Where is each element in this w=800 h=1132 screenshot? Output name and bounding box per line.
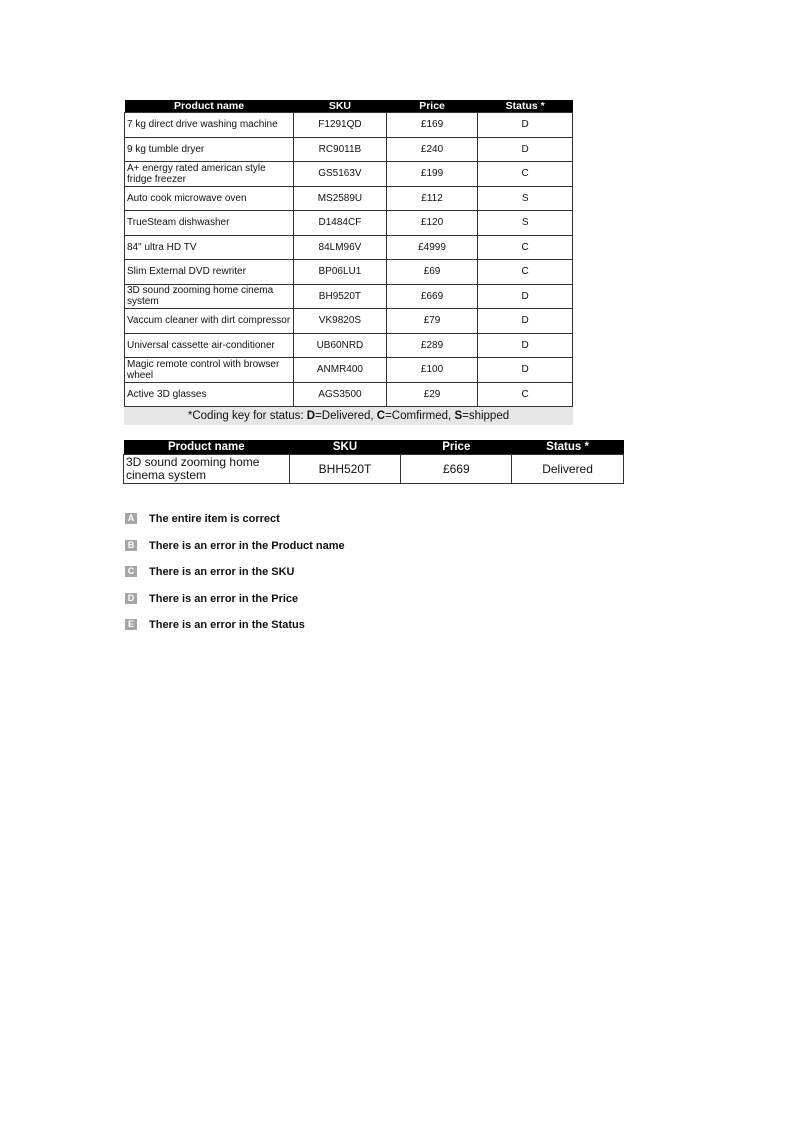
price-cell: £29 [386,382,478,407]
table-row [125,235,573,260]
sku-cell: D1484CF [294,211,387,236]
status-cell: D [478,358,573,383]
coding-key-s-letter: S [454,410,463,422]
table-row [125,358,573,383]
detail-header-status: Status * [512,440,624,455]
status-cell: C [478,382,573,407]
header-price: Price [386,100,478,113]
option-label: There is an error in the SKU [149,566,295,578]
answer-option-a[interactable] [125,513,525,540]
product-name-cell: 7 kg direct drive washing machine [125,113,294,138]
product-name-cell: Magic remote control with browser wheel [125,358,294,383]
sku-cell: ANMR400 [294,358,387,383]
price-cell: £100 [386,358,478,383]
sku-cell: BP06LU1 [294,260,387,285]
answer-option-c[interactable] [125,566,525,593]
sku-cell: 84LM96V [294,235,387,260]
status-cell: C [478,260,573,285]
header-product-name: Product name [125,100,294,113]
sku-cell: MS2589U [294,186,387,211]
option-label: The entire item is correct [149,513,280,525]
status-cell: D [478,284,573,309]
sku-cell: RC9011B [294,137,387,162]
detail-header-row [124,440,624,455]
table-row [125,113,573,138]
coding-key-c-text: =Comfirmed, [385,410,455,422]
status-cell: S [478,186,573,211]
status-cell: C [478,235,573,260]
product-name-cell: TrueSteam dishwasher [125,211,294,236]
status-cell: D [478,137,573,162]
product-list-body [125,113,573,407]
price-cell: £112 [386,186,478,211]
detail-sku: BHH520T [289,455,401,484]
price-cell: £669 [386,284,478,309]
status-cell: D [478,333,573,358]
product-name-cell: Auto cook microwave oven [125,186,294,211]
product-name-cell: 84" ultra HD TV [125,235,294,260]
option-letter-box[interactable]: C [125,566,137,577]
detail-header-product-name: Product name [124,440,290,455]
coding-key-d-letter: D [306,410,316,422]
table-row [125,186,573,211]
sku-cell: F1291QD [294,113,387,138]
detail-row [124,455,624,484]
status-cell: C [478,162,573,187]
table-row [125,309,573,334]
option-label: There is an error in the Price [149,592,299,605]
product-name-cell: Active 3D glasses [125,382,294,407]
price-cell: £169 [386,113,478,138]
status-coding-key [124,407,573,423]
sku-cell: BH9520T [294,284,387,309]
detail-header-price: Price [401,440,512,455]
price-cell: £79 [386,309,478,334]
item-to-check-panel [123,440,624,484]
sku-cell: AGS3500 [294,382,387,407]
price-cell: £69 [386,260,478,285]
product-name-cell: A+ energy rated american style fridge freezer [125,162,294,187]
header-status: Status * [478,100,573,113]
item-to-check-table [123,440,624,484]
product-list-table [124,100,573,407]
table-row [125,211,573,236]
option-label: There is an error in the Status [149,619,305,631]
status-cell: D [478,113,573,138]
price-cell: £120 [386,211,478,236]
coding-key-c-letter: C [376,410,386,422]
sku-cell: UB60NRD [294,333,387,358]
status-cell: D [478,309,573,334]
table-row [125,333,573,358]
detail-status: Delivered [512,455,624,484]
coding-key-d-text: =Delivered, [315,410,377,422]
detail-product-name: 3D sound zooming home cinema system [124,455,290,484]
price-cell: £4999 [386,235,478,260]
product-list-panel [124,100,573,425]
table-row [125,162,573,187]
coding-key-s-text: =shipped [462,410,510,422]
product-name-cell: Slim External DVD rewriter [125,260,294,285]
option-letter-box[interactable]: A [125,513,137,524]
option-letter-box[interactable]: B [125,540,137,551]
table-row [125,137,573,162]
table-row [125,260,573,285]
detail-header-sku: SKU [289,440,401,455]
answer-options [125,513,525,646]
sku-cell: GS5163V [294,162,387,187]
product-name-cell: 3D sound zooming home cinema system [125,284,294,309]
table-header-row [125,100,573,113]
product-name-cell: Universal cassette air-conditioner [125,333,294,358]
price-cell: £289 [386,333,478,358]
table-row [125,382,573,407]
option-letter-box[interactable]: D [125,593,137,604]
sku-cell: VK9820S [294,309,387,334]
table-row [125,284,573,309]
option-letter-box[interactable]: E [125,619,137,630]
price-cell: £240 [386,137,478,162]
product-name-cell: Vaccum cleaner with dirt compressor [125,309,294,334]
header-sku: SKU [294,100,387,113]
status-cell: S [478,211,573,236]
coding-key-prefix: *Coding key for status: [187,410,307,422]
answer-option-e[interactable] [125,619,525,646]
detail-price: £669 [401,455,512,484]
answer-option-d[interactable] [125,593,525,620]
price-cell: £199 [386,162,478,187]
product-name-cell: 9 kg tumble dryer [125,137,294,162]
answer-option-b[interactable] [125,540,525,567]
option-label: There is an error in the Product name [149,539,345,552]
